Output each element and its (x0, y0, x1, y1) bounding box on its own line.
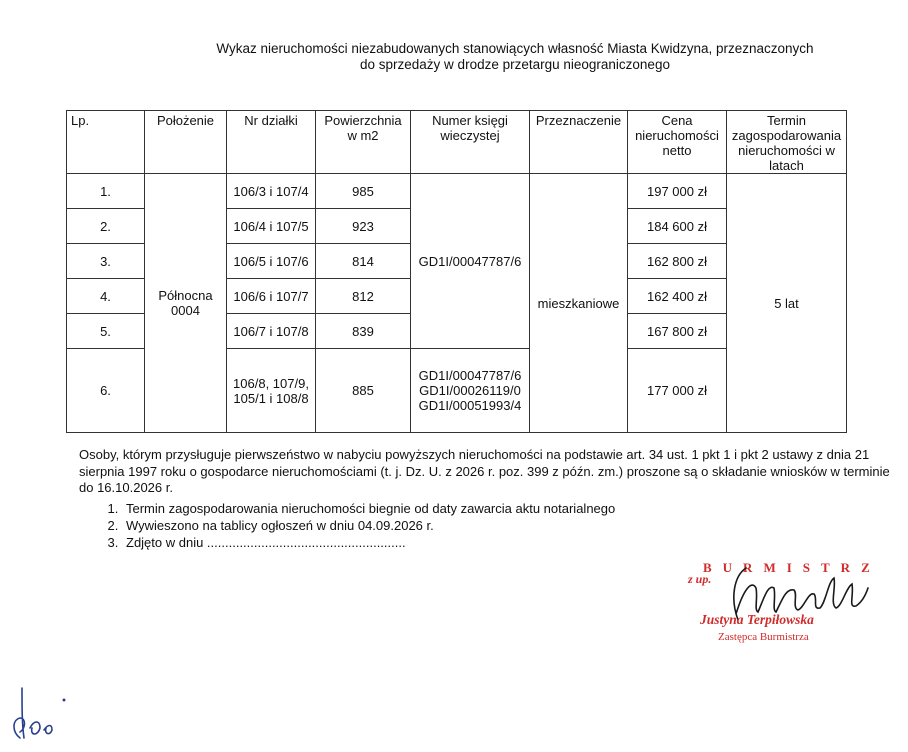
cell-area: 812 (316, 279, 411, 314)
notes-list (79, 500, 905, 551)
cell-parcel: 106/3 i 107/4 (227, 174, 316, 209)
cell-lp: 2. (67, 209, 145, 244)
cell-area: 923 (316, 209, 411, 244)
cell-price: 197 000 zł (628, 174, 727, 209)
cell-area: 814 (316, 244, 411, 279)
cell-lp: 3. (67, 244, 145, 279)
cell-lp: 1. (67, 174, 145, 209)
list-item: 1. Termin zagospodarowania nieruchomości biegnie od daty zawarcia aktu notarialnego (122, 500, 905, 517)
table-header-row (67, 111, 847, 174)
cell-parcel: 106/8, 107/9, 105/1 i 108/8 (227, 349, 316, 433)
col-header-area: Powierzchnia w m2 (316, 111, 411, 174)
signatory-role: Zastępca Burmistrza (718, 631, 809, 643)
document-title (190, 41, 840, 73)
stamp-office: BURMISTRZ (703, 560, 881, 575)
col-header-location: Położenie (145, 111, 227, 174)
cell-parcel: 106/4 i 107/5 (227, 209, 316, 244)
cell-parcel: 106/5 i 107/6 (227, 244, 316, 279)
priority-notice: Osoby, którym przysługuje pierwszeństwo w nabyciu powyższych nieruchomości na podstawie art. 34 ust. 1 pkt 1 i pkt 2 ustawy z dnia 21 sierpnia 1997 roku o gospodarce nieruchomościami (t. j. Dz. U. z 2026 r. poz. 399 z późn. zm.) proszone są o składanie wniosków w terminie do 16.10.2026 r. (79, 447, 890, 495)
list-item: 3. Zdjęto w dniu ....................................................... (122, 534, 905, 551)
cell-location: Północna 0004 (145, 174, 227, 433)
col-header-land-register: Numer księgi wieczystej (411, 111, 530, 174)
table-row (67, 174, 847, 209)
property-table (66, 110, 847, 433)
cell-lp: 4. (67, 279, 145, 314)
cell-land-register: GD1I/00047787/6 (411, 174, 530, 349)
col-header-term: Termin zagospodarowania nieruchomości w latach (727, 111, 847, 174)
signatory-name: Justyna Terpiłowska (700, 612, 814, 627)
cell-lp: 5. (67, 314, 145, 349)
title-line-1: Wykaz nieruchomości niezabudowanych stanowiących własność Miasta Kwidzyna, przeznaczonych (216, 41, 814, 56)
cell-parcel: 106/7 i 107/8 (227, 314, 316, 349)
col-header-lp: Lp. (67, 111, 145, 174)
handwritten-initials (6, 680, 76, 740)
col-header-purpose: Przeznaczenie (530, 111, 628, 174)
cell-lp: 6. (67, 349, 145, 433)
list-item: 2. Wywieszono na tablicy ogłoszeń w dniu 04.09.2026 r. (122, 517, 905, 534)
cell-area: 885 (316, 349, 411, 433)
official-stamp (676, 556, 881, 656)
cell-price: 162 800 zł (628, 244, 727, 279)
cell-parcel: 106/6 i 107/7 (227, 279, 316, 314)
col-header-price: Cena nieruchomości netto (628, 111, 727, 174)
title-line-2: do sprzedaży w drodze przetargu nieograniczonego (360, 57, 670, 72)
cell-land-register: GD1I/00047787/6 GD1I/00026119/0 GD1I/00051993/4 (411, 349, 530, 433)
cell-price: 162 400 zł (628, 279, 727, 314)
cell-purpose: mieszkaniowe (530, 174, 628, 433)
cell-area: 985 (316, 174, 411, 209)
cell-price: 184 600 zł (628, 209, 727, 244)
cell-price: 177 000 zł (628, 349, 727, 433)
cell-term: 5 lat (727, 174, 847, 433)
cell-area: 839 (316, 314, 411, 349)
notes-section (79, 447, 905, 551)
stamp-prefix: z up. (688, 572, 712, 586)
col-header-parcel: Nr działki (227, 111, 316, 174)
cell-price: 167 800 zł (628, 314, 727, 349)
